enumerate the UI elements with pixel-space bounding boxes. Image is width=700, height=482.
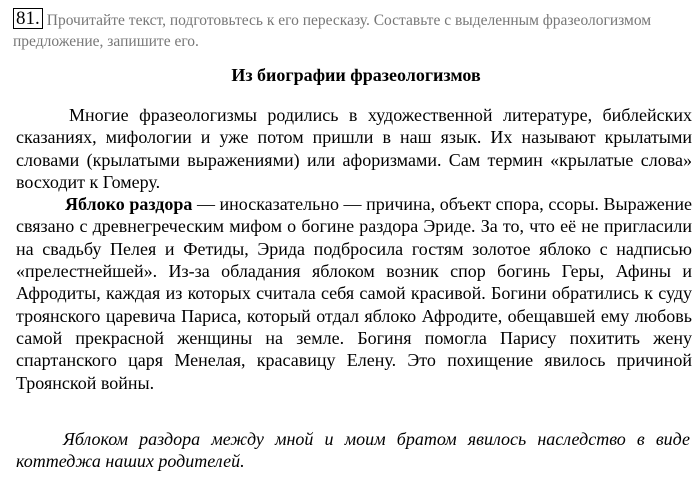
paragraph-phraseologism-text: — иносказательно — причина, объект спора, ссоры. Выражение связано с древнегреческим мифом о богине раздора Эриде. За то, что её не пригласили на свадьбу Пелея и Фетиды, Эрида подбросила гостям золотое яблоко с надписью «прелестнейшей». Из-за обладания яблоком возник спор богинь Геры, Афины и Афродиты, каждая из которых считала себя самой красивой. Богини обратились к суду троянского царевича Париса, который отдал яблоко Афродите, обещавшей ему любовь самой прекрасной женщины на земле. Богиня помогла Парису похитить жену спартанского царя Менелая, красавицу Елену. Это похищение явилось причиной Троянской войны.	[16, 194, 692, 393]
article-title: Из биографии фразеологизмов	[231, 65, 481, 85]
article-body	[16, 104, 692, 394]
paragraph-intro: Многие фразеологизмы родились в художественной литературе, библейских сказаниях, мифологии и уже потом пришли в наш язык. Их называют крылатыми словами (крылатыми выражениями) или афоризмами. Сам термин «крылатые слова» восходит к Гомеру.	[16, 105, 692, 192]
task-number: 81.	[13, 8, 43, 29]
paragraph-phraseologism	[16, 193, 692, 394]
example-sentence: Яблоком раздора между мной и моим братом явилось наследство в виде коттеджа наших родителей.	[16, 429, 690, 472]
task-instruction	[13, 8, 693, 52]
task-instruction-text: Прочитайте текст, подготовьтесь к его пересказу. Составьте с выделенным фразеологизмом предложение, запишите его.	[13, 12, 652, 50]
highlighted-phraseologism: Яблоко раздора	[65, 194, 193, 215]
